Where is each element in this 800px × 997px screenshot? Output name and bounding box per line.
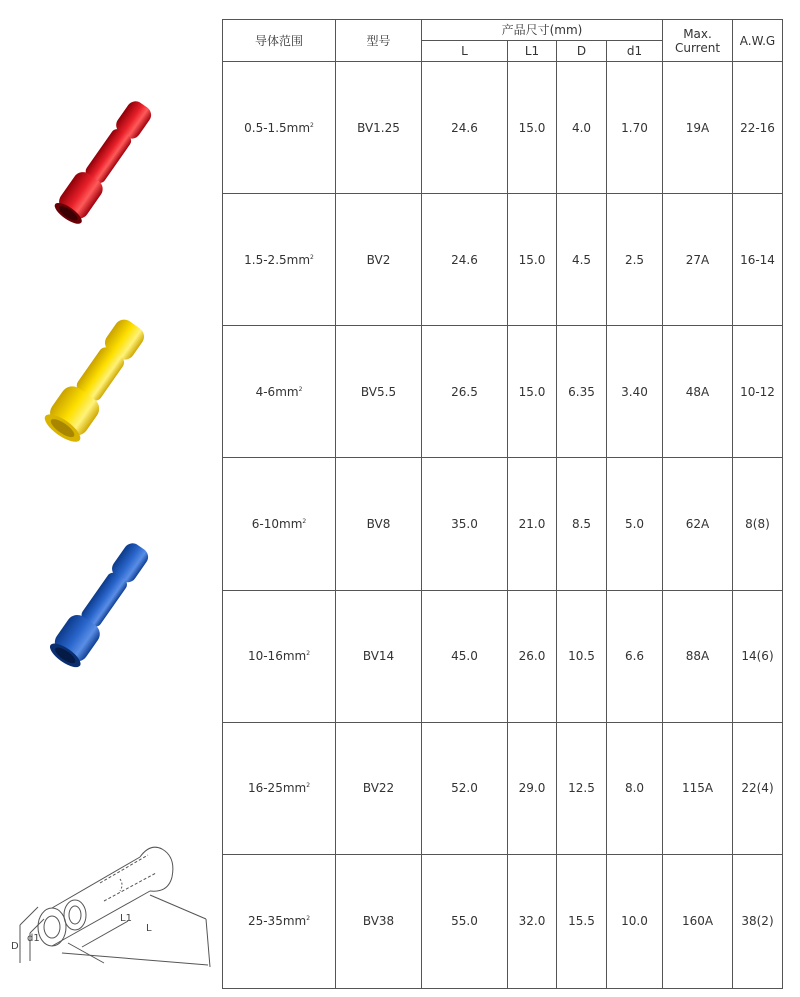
cell-D: 4.5 bbox=[557, 194, 607, 326]
header-D: D bbox=[557, 41, 607, 62]
cell-awg: 10-12 bbox=[733, 326, 783, 458]
cell-current: 62A bbox=[663, 458, 733, 590]
cell-awg: 8(8) bbox=[733, 458, 783, 590]
cell-d1: 5.0 bbox=[607, 458, 663, 590]
cell-model: BV1.25 bbox=[336, 62, 422, 194]
range-superscript: 2 bbox=[298, 385, 303, 393]
blue-connector-image bbox=[40, 540, 160, 670]
cell-D: 4.0 bbox=[557, 62, 607, 194]
cell-D: 6.35 bbox=[557, 326, 607, 458]
cell-D: 8.5 bbox=[557, 458, 607, 590]
cell-model: BV14 bbox=[336, 590, 422, 722]
table-row bbox=[223, 854, 783, 988]
range-value: 16-25mm bbox=[247, 781, 307, 796]
spec-rows bbox=[223, 62, 783, 989]
table-row bbox=[223, 194, 783, 326]
cell-model: BV38 bbox=[336, 854, 422, 988]
cell-D: 10.5 bbox=[557, 590, 607, 722]
cell-d1: 2.5 bbox=[607, 194, 663, 326]
cell-d1: 1.70 bbox=[607, 62, 663, 194]
drawing-label-L1: L1 bbox=[120, 913, 132, 924]
cell-d1: 3.40 bbox=[607, 326, 663, 458]
range-value: 0.5-1.5mm bbox=[244, 120, 311, 135]
cell-L: 24.6 bbox=[422, 194, 508, 326]
cell-L1: 32.0 bbox=[508, 854, 557, 988]
header-d1: d1 bbox=[607, 41, 663, 62]
cell-range bbox=[223, 194, 336, 326]
header-range: 导体范围 bbox=[223, 20, 336, 62]
cell-range bbox=[223, 854, 336, 988]
cell-L1: 21.0 bbox=[508, 458, 557, 590]
cell-range bbox=[223, 590, 336, 722]
cell-model: BV8 bbox=[336, 458, 422, 590]
cell-L: 52.0 bbox=[422, 722, 508, 854]
header-current bbox=[663, 20, 733, 62]
header-L1: L1 bbox=[508, 41, 557, 62]
drawing-label-L: L bbox=[146, 923, 152, 934]
header-current-line1: Max. bbox=[683, 26, 712, 41]
range-value: 1.5-2.5mm bbox=[244, 252, 311, 267]
cell-range bbox=[223, 458, 336, 590]
cell-current: 19A bbox=[663, 62, 733, 194]
cell-model: BV5.5 bbox=[336, 326, 422, 458]
cell-model: BV22 bbox=[336, 722, 422, 854]
cell-L: 35.0 bbox=[422, 458, 508, 590]
range-superscript: 2 bbox=[310, 253, 314, 261]
cell-L: 45.0 bbox=[422, 590, 508, 722]
cell-range bbox=[223, 326, 336, 458]
cell-d1: 10.0 bbox=[607, 854, 663, 988]
yellow-connector-image bbox=[35, 318, 155, 443]
cell-D: 15.5 bbox=[557, 854, 607, 988]
cell-current: 115A bbox=[663, 722, 733, 854]
cell-awg: 38(2) bbox=[733, 854, 783, 988]
header-dims: 产品尺寸(mm) bbox=[422, 20, 663, 41]
header-awg: A.W.G bbox=[733, 20, 783, 62]
drawing-label-d1: d1 bbox=[27, 933, 40, 944]
cell-awg: 22-16 bbox=[733, 62, 783, 194]
table-row bbox=[223, 458, 783, 590]
header-current-line2: Current bbox=[674, 40, 721, 55]
drawing-label-D: D bbox=[11, 941, 19, 952]
range-value: 4-6mm bbox=[255, 384, 299, 399]
header-model: 型号 bbox=[336, 20, 422, 62]
header-L: L bbox=[422, 41, 508, 62]
range-superscript: 2 bbox=[306, 915, 311, 923]
red-connector-image bbox=[38, 100, 168, 225]
cell-awg: 14(6) bbox=[733, 590, 783, 722]
cell-current: 160A bbox=[663, 854, 733, 988]
cell-current: 48A bbox=[663, 326, 733, 458]
table-row bbox=[223, 722, 783, 854]
range-value: 6-10mm bbox=[251, 516, 303, 531]
table-row bbox=[223, 590, 783, 722]
cell-awg: 16-14 bbox=[733, 194, 783, 326]
range-value: 25-35mm bbox=[247, 914, 307, 929]
cell-L1: 29.0 bbox=[508, 722, 557, 854]
cell-L: 55.0 bbox=[422, 854, 508, 988]
product-images bbox=[0, 0, 222, 997]
cell-current: 88A bbox=[663, 590, 733, 722]
table-row bbox=[223, 326, 783, 458]
table-row bbox=[223, 62, 783, 194]
cell-d1: 8.0 bbox=[607, 722, 663, 854]
cell-range bbox=[223, 62, 336, 194]
cell-awg: 22(4) bbox=[733, 722, 783, 854]
range-superscript: 2 bbox=[306, 650, 311, 658]
range-superscript: 2 bbox=[302, 517, 307, 525]
cell-range bbox=[223, 722, 336, 854]
cell-L1: 15.0 bbox=[508, 194, 557, 326]
dimension-drawing bbox=[0, 835, 222, 975]
cell-L: 26.5 bbox=[422, 326, 508, 458]
cell-d1: 6.6 bbox=[607, 590, 663, 722]
cell-model: BV2 bbox=[336, 194, 422, 326]
cell-L1: 26.0 bbox=[508, 590, 557, 722]
range-value: 10-16mm bbox=[247, 649, 307, 664]
cell-D: 12.5 bbox=[557, 722, 607, 854]
cell-current: 27A bbox=[663, 194, 733, 326]
spec-table bbox=[222, 19, 783, 989]
range-superscript: 2 bbox=[306, 782, 311, 790]
range-superscript: 2 bbox=[310, 121, 314, 129]
cell-L1: 15.0 bbox=[508, 326, 557, 458]
cell-L1: 15.0 bbox=[508, 62, 557, 194]
cell-L: 24.6 bbox=[422, 62, 508, 194]
